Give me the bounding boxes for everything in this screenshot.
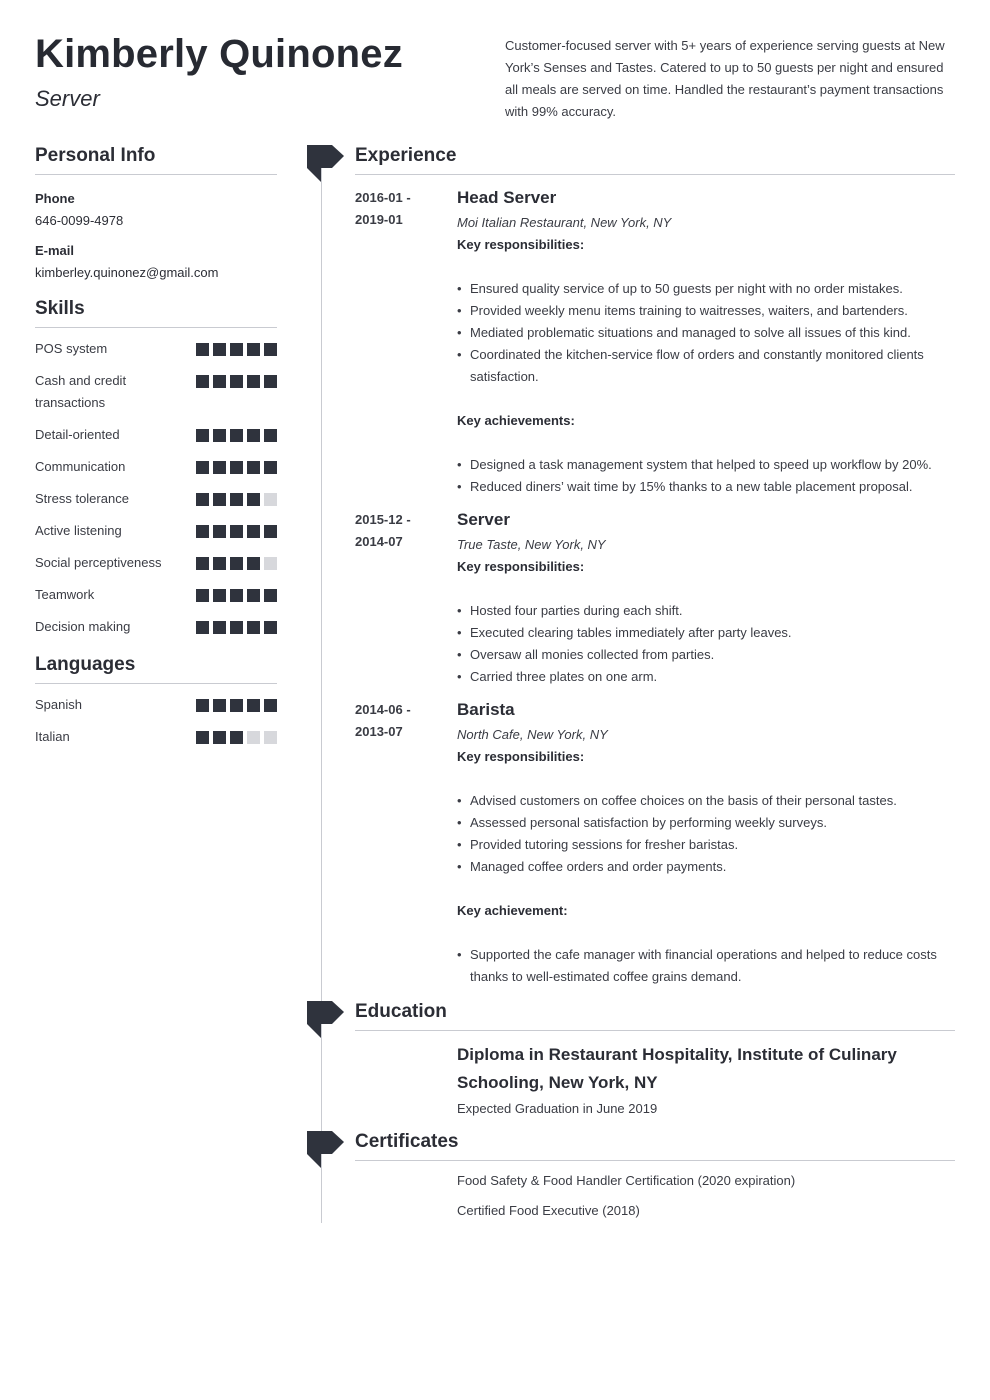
rating-filled-square xyxy=(247,589,260,602)
skill-row xyxy=(35,424,277,446)
job-end: 2019-01 xyxy=(355,212,403,227)
skill-row xyxy=(35,520,277,542)
rating-filled-square xyxy=(230,493,243,506)
degree-title: Diploma in Restaurant Hospitality, Institute of Culinary Schooling, New York, NY xyxy=(457,1045,897,1092)
rating-filled-square xyxy=(264,621,277,634)
experience-flag-icon xyxy=(307,145,344,185)
rating-filled-square xyxy=(196,557,209,570)
list-item: • Provided tutoring sessions for fresher baristas. xyxy=(457,834,955,856)
job-dates xyxy=(355,187,450,231)
responsibilities-label: Key responsibilities: xyxy=(457,237,585,252)
rating-filled-square xyxy=(213,699,226,712)
language-label: Spanish xyxy=(35,697,82,712)
responsibilities-label: Key responsibilities: xyxy=(457,559,585,574)
rating-filled-square xyxy=(213,731,226,744)
language-row xyxy=(35,694,277,716)
rating-filled-square xyxy=(213,557,226,570)
skill-row xyxy=(35,616,277,638)
skills-title: Skills xyxy=(35,298,277,328)
job-end: 2014-07 xyxy=(355,534,403,549)
skill-label: Decision making xyxy=(35,619,131,634)
list-item: • Provided weekly menu items training to waitresses, waiters, and bartenders. xyxy=(457,300,955,322)
achievements-label: Key achievements: xyxy=(457,413,575,428)
rating-empty-square xyxy=(264,731,277,744)
certificate-item: Food Safety & Food Handler Certification (2020 expiration) xyxy=(457,1173,796,1188)
rating-filled-square xyxy=(213,525,226,538)
language-row xyxy=(35,726,277,748)
skill-rating xyxy=(196,429,277,442)
job-dates xyxy=(355,509,450,553)
rating-filled-square xyxy=(247,493,260,506)
experience-title: Experience xyxy=(355,145,955,175)
skill-row xyxy=(35,456,277,478)
rating-filled-square xyxy=(247,557,260,570)
languages-list xyxy=(35,694,277,748)
skill-row xyxy=(35,338,277,360)
skill-label: Teamwork xyxy=(35,587,95,602)
list-item: • Managed coffee orders and order payments. xyxy=(457,856,955,878)
resume-role: Server xyxy=(35,86,100,111)
rating-filled-square xyxy=(196,589,209,602)
rating-filled-square xyxy=(213,343,226,356)
certificates-section xyxy=(355,1131,955,1161)
rating-filled-square xyxy=(213,493,226,506)
skill-label: Communication xyxy=(35,459,126,474)
rating-filled-square xyxy=(196,525,209,538)
rating-filled-square xyxy=(230,557,243,570)
skill-row xyxy=(35,552,277,574)
skill-rating xyxy=(196,343,277,356)
achievements-list xyxy=(457,944,955,988)
rating-filled-square xyxy=(230,589,243,602)
rating-filled-square xyxy=(247,461,260,474)
rating-filled-square xyxy=(264,429,277,442)
rating-filled-square xyxy=(213,461,226,474)
responsibilities-list xyxy=(457,600,955,688)
skill-label: Social perceptiveness xyxy=(35,555,162,570)
skill-label: Active listening xyxy=(35,523,122,538)
job-start: 2015-12 - xyxy=(355,512,411,527)
rating-filled-square xyxy=(264,461,277,474)
job-title: Head Server xyxy=(457,188,557,207)
job-title: Server xyxy=(457,510,510,529)
education-title: Education xyxy=(355,1001,955,1031)
list-item: • Designed a task management system that helped to speed up workflow by 20%. xyxy=(457,454,955,476)
list-item: • Executed clearing tables immediately after party leaves. xyxy=(457,622,955,644)
rating-filled-square xyxy=(247,621,260,634)
skill-rating xyxy=(196,557,277,570)
phone-label: Phone xyxy=(35,191,75,206)
resume-name: Kimberly Quinonez xyxy=(35,32,403,76)
certificates-flag-icon xyxy=(307,1131,344,1171)
job-place: North Cafe, New York, NY xyxy=(457,727,608,742)
graduation-note: Expected Graduation in June 2019 xyxy=(457,1101,658,1116)
job-start: 2016-01 - xyxy=(355,190,411,205)
rating-filled-square xyxy=(196,731,209,744)
languages-title: Languages xyxy=(35,654,277,684)
list-item: • Supported the cafe manager with financial operations and helped to reduce costs thanks to well-estimated coffee grains demand. xyxy=(457,944,955,988)
rating-filled-square xyxy=(196,375,209,388)
skill-label: Detail-oriented xyxy=(35,427,120,442)
personal-info-title: Personal Info xyxy=(35,145,277,175)
rating-filled-square xyxy=(247,375,260,388)
language-rating xyxy=(196,731,277,744)
rating-filled-square xyxy=(230,699,243,712)
rating-filled-square xyxy=(247,343,260,356)
rating-filled-square xyxy=(213,429,226,442)
resume-summary: Customer-focused server with 5+ years of experience serving guests at New York’s Senses and Tastes. Catered to up to 50 guests per night and ensured all meals are served on time. Handled the restaurant’s payment transactions with 99% accuracy. xyxy=(505,38,945,119)
language-label: Italian xyxy=(35,729,70,744)
skill-rating xyxy=(196,621,277,634)
list-item: • Coordinated the kitchen-service flow of orders and constantly monitored clients satisfaction. xyxy=(457,344,955,388)
skill-row xyxy=(35,584,277,606)
email-value: kimberley.quinonez@gmail.com xyxy=(35,265,219,280)
list-item: • Advised customers on coffee choices on the basis of their personal tastes. xyxy=(457,790,955,812)
rating-filled-square xyxy=(213,621,226,634)
job-place: True Taste, New York, NY xyxy=(457,537,606,552)
rating-filled-square xyxy=(230,343,243,356)
skill-rating xyxy=(196,461,277,474)
job-title: Barista xyxy=(457,700,515,719)
skill-rating xyxy=(196,375,277,388)
responsibilities-label: Key responsibilities: xyxy=(457,749,585,764)
education-section xyxy=(355,1001,955,1031)
list-item: • Oversaw all monies collected from parties. xyxy=(457,644,955,666)
achievements-list xyxy=(457,454,955,498)
phone-value: 646-0099-4978 xyxy=(35,213,124,228)
rating-filled-square xyxy=(230,525,243,538)
rating-empty-square xyxy=(247,731,260,744)
skill-label: Cash and credit transactions xyxy=(35,373,127,410)
rating-filled-square xyxy=(213,589,226,602)
skill-rating xyxy=(196,525,277,538)
skill-row xyxy=(35,370,277,414)
rating-filled-square xyxy=(230,461,243,474)
rating-filled-square xyxy=(264,525,277,538)
job-dates xyxy=(355,699,450,743)
rating-filled-square xyxy=(196,429,209,442)
list-item: • Ensured quality service of up to 50 guests per night with no order mistakes. xyxy=(457,278,955,300)
responsibilities-list xyxy=(457,790,955,878)
rating-filled-square xyxy=(264,589,277,602)
rating-filled-square xyxy=(230,621,243,634)
rating-empty-square xyxy=(264,557,277,570)
job-place: Moi Italian Restaurant, New York, NY xyxy=(457,215,672,230)
list-item: • Reduced diners’ wait time by 15% thanks to a new table placement proposal. xyxy=(457,476,955,498)
timeline-line xyxy=(321,168,322,1223)
rating-filled-square xyxy=(196,461,209,474)
skill-row xyxy=(35,488,277,510)
rating-filled-square xyxy=(196,699,209,712)
rating-filled-square xyxy=(196,493,209,506)
job-end: 2013-07 xyxy=(355,724,403,739)
list-item: • Carried three plates on one arm. xyxy=(457,666,955,688)
rating-filled-square xyxy=(196,343,209,356)
experience-section xyxy=(355,145,955,175)
achievements-label: Key achievement: xyxy=(457,903,568,918)
rating-filled-square xyxy=(230,731,243,744)
skill-label: POS system xyxy=(35,341,108,356)
rating-filled-square xyxy=(196,621,209,634)
rating-filled-square xyxy=(247,525,260,538)
rating-filled-square xyxy=(230,429,243,442)
rating-filled-square xyxy=(230,375,243,388)
certificate-item: Certified Food Executive (2018) xyxy=(457,1203,640,1218)
certificates-title: Certificates xyxy=(355,1131,955,1161)
list-item: • Mediated problematic situations and managed to solve all issues of this kind. xyxy=(457,322,955,344)
language-rating xyxy=(196,699,277,712)
responsibilities-list xyxy=(457,278,955,388)
skills-list xyxy=(35,338,277,638)
rating-filled-square xyxy=(264,699,277,712)
left-column xyxy=(35,145,277,748)
job-start: 2014-06 - xyxy=(355,702,411,717)
list-item: • Hosted four parties during each shift. xyxy=(457,600,955,622)
rating-filled-square xyxy=(264,375,277,388)
skill-label: Stress tolerance xyxy=(35,491,129,506)
rating-filled-square xyxy=(264,343,277,356)
education-flag-icon xyxy=(307,1001,344,1041)
rating-empty-square xyxy=(264,493,277,506)
rating-filled-square xyxy=(247,429,260,442)
skill-rating xyxy=(196,493,277,506)
rating-filled-square xyxy=(213,375,226,388)
rating-filled-square xyxy=(247,699,260,712)
list-item: • Assessed personal satisfaction by performing weekly surveys. xyxy=(457,812,955,834)
email-label: E-mail xyxy=(35,243,75,258)
skill-rating xyxy=(196,589,277,602)
